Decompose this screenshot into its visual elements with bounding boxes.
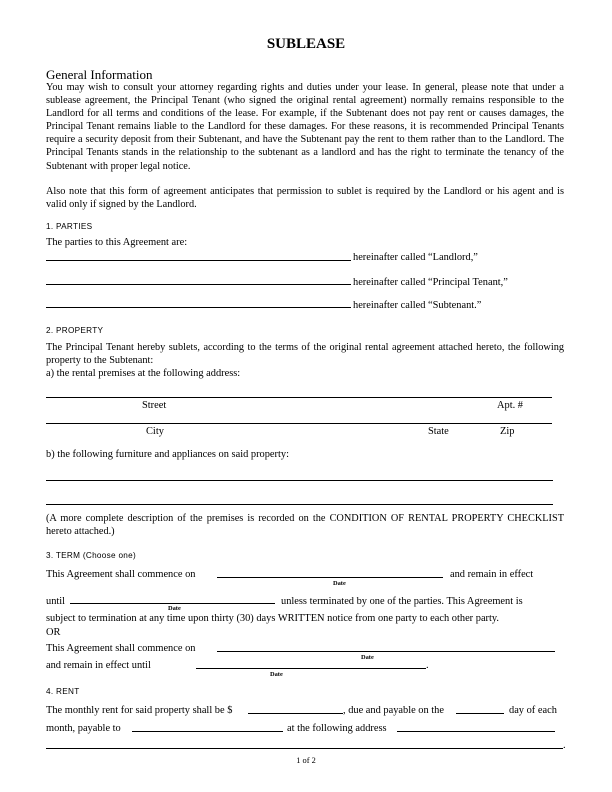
payment-address-line-2[interactable]: [46, 748, 563, 749]
monthly-rent-amount-line[interactable]: [248, 713, 343, 714]
state-label: State: [428, 426, 449, 437]
zip-label: Zip: [500, 426, 515, 437]
or-label: OR: [46, 627, 61, 638]
day-of-each-label: day of each: [509, 705, 557, 716]
apt-label: Apt. #: [497, 400, 523, 411]
term-commence-label: This Agreement shall commence on: [46, 569, 196, 580]
city-label: City: [146, 426, 164, 437]
term-commence-label-2: This Agreement shall commence on: [46, 643, 196, 654]
remain-until-date-caption: Date: [270, 671, 283, 678]
at-following-address-label: at the following address: [287, 723, 387, 734]
street-address-line[interactable]: [46, 397, 552, 398]
due-day-line[interactable]: [456, 713, 504, 714]
property-item-b: b) the following furniture and appliances on said property:: [46, 449, 289, 460]
furniture-line-1[interactable]: [46, 480, 553, 481]
commence-date-caption: Date: [333, 580, 346, 587]
principal-tenant-label: hereinafter called “Principal Tenant,”: [353, 277, 508, 288]
until-label: until: [46, 596, 66, 607]
termination-notice-text: subject to termination at any time upon thirty (30) days WRITTEN notice from one party to each other party.: [46, 613, 500, 624]
landlord-name-line[interactable]: [46, 260, 351, 261]
rent-address-period: .: [563, 740, 566, 751]
remain-in-effect-label: and remain in effect: [450, 569, 534, 580]
document-title: SUBLEASE: [266, 36, 346, 52]
unless-terminated-label: unless terminated by one of the parties. This Agreement is: [281, 596, 523, 607]
due-payable-label: , due and payable on the: [343, 705, 444, 716]
furniture-line-2[interactable]: [46, 504, 553, 505]
parties-intro: The parties to this Agreement are:: [46, 237, 188, 248]
general-information-paragraph: You may wish to consult your attorney regarding rights and duties under your lease. In general, please note that under a sublease agreement, the Principal Tenant (who signed the original rental agreement) normally remains responsible to the Landlord for all terms and conditions of the lease. For example, if the Subtenant does not pay rent or causes damages, the Principal Tenant remains liable to the Landlord for these damages. For these reasons, it is recommended Principal Tenants require a security deposit from their Subtenant, and have the Subtenant pay the rent to them rather than to the Landlord. The Principal Tenants stands in the relationship to the subtenant as a landlord and has the right to terminate the tenancy of the Subtenant with proper legal notice.: [46, 82, 564, 172]
payment-address-line-1[interactable]: [397, 731, 555, 732]
month-payable-to-label: month, payable to: [46, 723, 121, 734]
remain-until-label: and remain in effect until: [46, 660, 151, 671]
landlord-label: hereinafter called “Landlord,”: [353, 252, 478, 263]
permission-note-paragraph: Also note that this form of agreement anticipates that permission to sublet is required by the Landlord or his agent and is valid only if signed by the Landlord.: [46, 186, 564, 211]
until-date-caption: Date: [168, 605, 181, 612]
parties-heading: 1. PARTIES: [46, 222, 93, 231]
property-intro: The Principal Tenant hereby sublets, according to the terms of the original rental agreement attached hereto, the following property to the Subtenant:: [46, 342, 564, 367]
principal-tenant-name-line[interactable]: [46, 284, 351, 285]
remain-until-date-line[interactable]: [196, 668, 426, 669]
city-state-zip-line[interactable]: [46, 423, 552, 424]
payable-to-line[interactable]: [132, 731, 283, 732]
street-label: Street: [142, 400, 167, 411]
term-heading: 3. TERM (Choose one): [46, 551, 137, 560]
condition-checklist-note: (A more complete description of the premises is recorded on the CONDITION OF RENTAL PROPERTY CHECKLIST hereto attached.): [46, 513, 564, 538]
commence-date-line-2[interactable]: [217, 651, 555, 652]
remain-until-period: .: [426, 660, 429, 671]
commence-date-caption-2: Date: [361, 654, 374, 661]
subtenant-name-line[interactable]: [46, 307, 351, 308]
commence-date-line[interactable]: [217, 577, 443, 578]
property-heading: 2. PROPERTY: [46, 326, 104, 335]
until-date-line[interactable]: [70, 603, 275, 604]
monthly-rent-label: The monthly rent for said property shall be $: [46, 705, 233, 716]
general-information-heading: General Information: [46, 67, 153, 82]
page-number: 1 of 2: [296, 756, 316, 765]
subtenant-label: hereinafter called “Subtenant.”: [353, 300, 482, 311]
rent-heading: 4. RENT: [46, 687, 80, 696]
property-item-a: a) the rental premises at the following address:: [46, 368, 241, 379]
